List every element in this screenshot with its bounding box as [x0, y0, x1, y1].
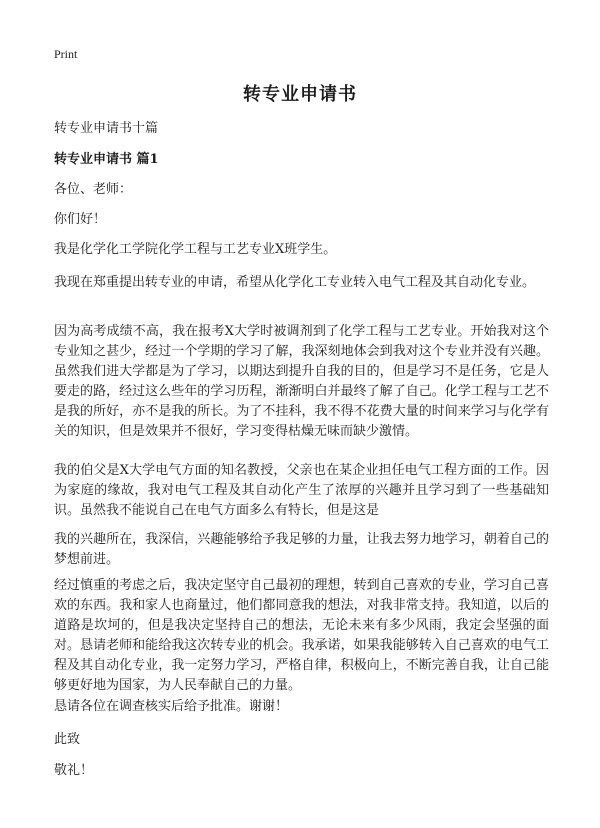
- regards-line: 敬礼！: [54, 763, 94, 778]
- intro-line: 我是化学化工学院化学工程与工艺专业X班学生。: [54, 242, 337, 257]
- print-label: Print: [54, 47, 78, 61]
- paragraph-2: 因为高考成绩不高，我在报考X大学时被调剂到了化学工程与工艺专业。开始我对这个专业知之甚少，经过一个学期的学习了解，我深刻地体会到我对这个专业并没有兴趣。虽然我们进大学都是为了学习，以期达到提升自我的目的，但是学习不是任务，它是人要走的路，经过这么些年的学习历程，渐渐明白并最终了解了自己。化学工程与工艺不是我的所好，亦不是我的所长。为了不挂科，我不得不花费大量的时间来学习与化学有关的知识，但是效果并不很好，学习变得枯燥无味而缺少激情。: [54, 324, 549, 439]
- document-title: 转专业申请书: [243, 84, 357, 105]
- paragraph-4: 我的兴趣所在，我深信，兴趣能够给予我足够的力量，让我去努力地学习，朝着自己的梦想前进。: [54, 532, 549, 567]
- document-subtitle: 转专业申请书十篇: [54, 121, 159, 136]
- paragraph-1: 我现在郑重提出转专业的申请，希望从化学化工专业转入电气工程及其自动化专业。: [54, 275, 536, 290]
- salutation: 各位、老师：: [54, 182, 133, 197]
- section-heading: 转专业申请书 篇1: [54, 152, 159, 167]
- request-line: 恳请各位在调查核实后给予批准。谢谢！: [54, 699, 289, 714]
- greeting: 你们好！: [54, 212, 107, 227]
- paragraph-3: 我的伯父是X大学电气方面的知名教授，父亲也在某企业担任电气工程方面的工作。因为家庭的缘故，我对电气工程及其自动化产生了浓厚的兴趣并且学习到了一些基础知识。虽然我不能说自己在电气方面多么有特长，但是这是: [54, 463, 549, 518]
- closing-line: 此致: [54, 732, 81, 747]
- paragraph-5: 经过慎重的考虑之后，我决定坚守自己最初的理想，转到自己喜欢的专业，学习自己喜欢的东西。我和家人也商量过，他们都同意我的想法，对我非常支持。我知道，以后的道路是坎坷的，但是我决定坚持自己的想法，无论未来有多少风雨，我定会坚强的面对。恳请老师和能给我这次转专业的机会。我承诺，如果我能够转入自己喜欢的电气工程及其自动化专业，我一定努力学习，严格自律，积极向上，不断完善自我，让自己能够更好地为国家，为人民奉献自己的力量。: [54, 578, 549, 693]
